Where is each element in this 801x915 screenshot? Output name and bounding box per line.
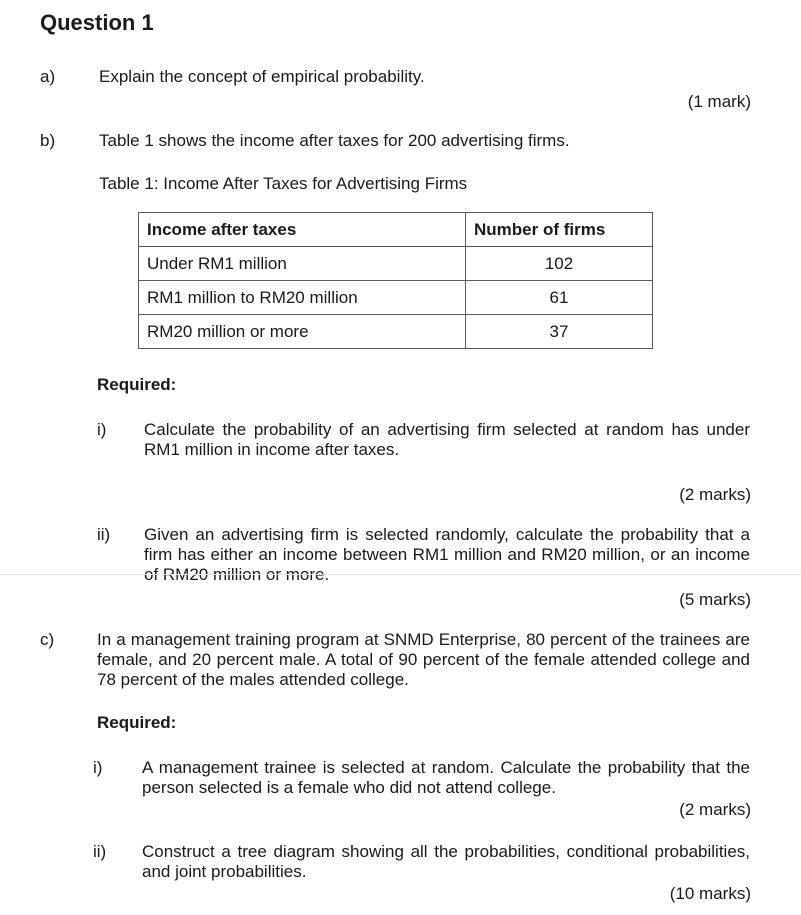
table-header-row	[139, 213, 653, 247]
part-b-required: Required:	[97, 375, 177, 394]
table-header-income: Income after taxes	[139, 213, 466, 247]
page-fold-line	[0, 574, 801, 575]
part-c-scenario: In a management training program at SNMD Enterprise, 80 percent of the trainees are female, and 20 percent male. A total of 90 percent of the female attended college and 78 percent of the males attended college.	[97, 630, 750, 689]
table-header-firms: Number of firms	[466, 213, 653, 247]
part-b-intro: Table 1 shows the income after taxes for 200 advertising firms.	[99, 131, 570, 150]
part-c-ii-label: ii)	[93, 842, 107, 861]
part-b-i-label: i)	[97, 420, 107, 439]
question-title: Question 1	[40, 10, 154, 35]
part-a-question: Explain the concept of empirical probability.	[99, 67, 425, 86]
table-row	[139, 315, 653, 349]
part-c-required: Required:	[97, 713, 177, 732]
table-cell-firms: 37	[466, 315, 653, 349]
part-c-i-label: i)	[93, 758, 103, 777]
part-c-ii-question: Construct a tree diagram showing all the probabilities, conditional probabilities, and joint probabilities.	[142, 842, 750, 881]
table-caption: Table 1: Income After Taxes for Advertising Firms	[99, 174, 468, 193]
part-b-ii-question: Given an advertising firm is selected randomly, calculate the probability that a firm has either an income between RM1 million and RM20 million, or an income of RM20 million or more.	[144, 525, 750, 584]
part-b-i-question: Calculate the probability of an advertising firm selected at random has under RM1 million in income after taxes.	[144, 420, 750, 459]
table-cell-firms: 61	[466, 281, 653, 315]
table-cell-income: Under RM1 million	[139, 247, 466, 281]
part-a-label: a)	[40, 67, 56, 86]
part-b-ii-marks: (5 marks)	[679, 590, 751, 609]
table-row	[139, 281, 653, 315]
part-b-i-marks: (2 marks)	[679, 485, 751, 504]
table-cell-income: RM1 million to RM20 million	[139, 281, 466, 315]
table-cell-income: RM20 million or more	[139, 315, 466, 349]
part-c-i-marks: (2 marks)	[679, 800, 751, 819]
table-cell-firms: 102	[466, 247, 653, 281]
part-a-marks: (1 mark)	[687, 92, 751, 111]
income-table	[138, 212, 653, 349]
part-c-ii-marks: (10 marks)	[669, 884, 751, 903]
part-b-label: b)	[40, 131, 56, 150]
part-c-label: c)	[40, 630, 55, 649]
table-row	[139, 247, 653, 281]
part-c-i-question: A management trainee is selected at random. Calculate the probability that the person selected is a female who did not attend college.	[142, 758, 750, 797]
part-b-ii-label: ii)	[97, 525, 111, 544]
